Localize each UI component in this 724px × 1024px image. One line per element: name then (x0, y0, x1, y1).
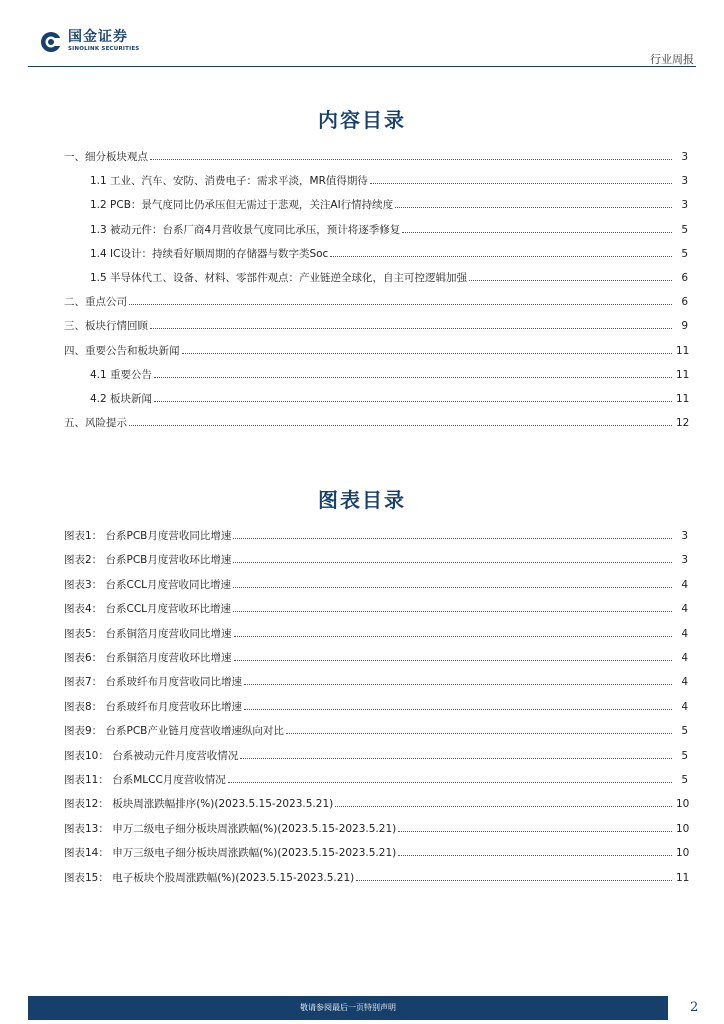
fig-entry-page: 10 (676, 847, 690, 860)
fig-entry-leader (398, 855, 672, 856)
toc-entry[interactable] (64, 415, 688, 431)
toc-entry-title: 一、细分板块观点 (64, 151, 148, 163)
toc-entry-leader (154, 401, 672, 402)
page-header (0, 0, 724, 68)
fig-entry-page: 4 (681, 603, 688, 616)
toc-entry-title: 1.2 PCB：景气度同比仍承压但无需过于悲观，关注AI行情持续度 (90, 199, 394, 212)
toc-entry[interactable] (90, 391, 688, 407)
fig-entry[interactable] (64, 650, 688, 666)
fig-entry-title: 图表14： 申万三级电子细分板块周涨跌幅(%)(2023.5.15-2023.5.21) (64, 847, 397, 860)
toc-entry-leader (402, 232, 672, 233)
logo-chinese-name: 国金证券 (68, 29, 128, 45)
fig-entry[interactable] (64, 577, 688, 593)
toc-entry-leader (370, 183, 672, 184)
toc-entry-page: 5 (681, 223, 688, 236)
toc-entry-page: 3 (681, 151, 688, 163)
toc-entry[interactable] (90, 367, 688, 383)
toc-entry[interactable] (90, 246, 688, 262)
toc-entry-page: 3 (681, 199, 688, 212)
toc-entry-leader (469, 280, 672, 281)
fig-entry-leader (398, 831, 672, 832)
fig-entry-title: 图表3： 台系CCL月度营收同比增速 (64, 578, 232, 591)
fig-entry[interactable] (64, 772, 688, 788)
fig-entry-title: 图表4： 台系CCL月度营收环比增速 (64, 603, 232, 616)
fig-entry-title: 图表13： 申万二级电子细分板块周涨跌幅(%)(2023.5.15-2023.5.21) (64, 822, 397, 835)
fig-entry-page: 11 (676, 871, 690, 884)
toc-entry[interactable] (64, 318, 688, 334)
toc-entry[interactable] (90, 197, 688, 213)
fig-entry-page: 4 (681, 578, 688, 591)
fig-entry-title: 图表10： 台系被动元件月度营收情况 (64, 749, 239, 762)
fig-entry-page: 4 (681, 676, 688, 689)
fig-entry[interactable] (64, 821, 688, 837)
toc-entry-title: 三、板块行情回顾 (64, 320, 148, 333)
toc-entry-page: 11 (676, 368, 690, 381)
toc-entry-title: 1.1 工业、汽车、安防、消费电子：需求平淡，MR值得期待 (90, 175, 368, 188)
fig-entry[interactable] (64, 845, 688, 861)
fig-entry[interactable] (64, 552, 688, 568)
fig-entry-leader (228, 782, 672, 783)
fig-entry-page: 10 (676, 798, 690, 811)
toc-entry-leader (330, 256, 672, 257)
fig-entry-page: 5 (681, 774, 688, 786)
fig-entry-page: 3 (681, 530, 688, 542)
toc-entry-page: 6 (681, 272, 688, 284)
fig-entry-title: 图表11： 台系MLCC月度营收情况 (64, 774, 226, 786)
toc-entry-leader (150, 159, 672, 160)
fig-entry-leader (234, 636, 672, 637)
toc-entry[interactable] (64, 294, 688, 310)
fig-entry-page: 5 (681, 749, 688, 762)
toc-entry-page: 5 (681, 247, 688, 260)
toc-entry-title: 1.4 IC设计：持续看好顺周期的存储器与数字类Soc (90, 247, 329, 260)
fig-entry-title: 图表15： 电子板块个股周涨跌幅(%)(2023.5.15-2023.5.21) (64, 871, 355, 884)
fig-entry-leader (233, 562, 672, 563)
fig-entry[interactable] (64, 723, 688, 739)
fig-entry-title: 图表2： 台系PCB月度营收环比增速 (64, 554, 232, 567)
fig-entry-title: 图表5： 台系铜箔月度营收同比增速 (64, 627, 232, 640)
toc-entry[interactable] (64, 343, 688, 359)
fig-entry[interactable] (64, 626, 688, 642)
fig-entry-leader (233, 611, 672, 612)
toc-title: 内容目录 (318, 108, 406, 132)
fig-entry-leader (233, 587, 672, 588)
report-type-label: 行业周报 (650, 53, 694, 66)
fig-entry-title: 图表1： 台系PCB月度营收同比增速 (64, 530, 232, 542)
fig-entry[interactable] (64, 601, 688, 617)
toc-entry-title: 四、重要公告和板块新闻 (64, 344, 180, 357)
toc-entry-leader (129, 425, 672, 426)
fig-entry-title: 图表8： 台系玻纤布月度营收环比增速 (64, 700, 243, 713)
company-logo (40, 30, 139, 53)
fig-entry-title: 图表9： 台系PCB产业链月度营收增速纵向对比 (64, 725, 284, 738)
fig-entry[interactable] (64, 748, 688, 764)
fig-entry-leader (240, 758, 672, 759)
fig-entry-leader (335, 806, 672, 807)
header-divider (28, 66, 696, 67)
toc-entry[interactable] (90, 222, 688, 238)
toc-entry-leader (154, 377, 672, 378)
page-number: 2 (690, 1000, 699, 1015)
fig-entry-page: 10 (676, 822, 690, 835)
fig-entry-title: 图表12： 板块周涨跌幅排序(%)(2023.5.15-2023.5.21) (64, 798, 334, 811)
footer-disclaimer: 敬请参阅最后一页特别声明 (28, 996, 668, 1020)
toc-entry-leader (182, 353, 673, 354)
fig-entry-leader (286, 733, 672, 734)
toc-entry-page: 9 (681, 320, 688, 333)
toc-entry-title: 4.1 重要公告 (90, 368, 153, 381)
fig-entry-page: 4 (681, 627, 688, 640)
toc-entry-leader (129, 304, 672, 305)
toc-entry-page: 6 (681, 296, 688, 309)
toc-entry-title: 1.5 半导体代工、设备、材料、零部件观点：产业链逆全球化，自主可控逻辑加强 (90, 272, 468, 284)
logo-english-name: SINOLINK SECURITIES (68, 46, 140, 52)
figures-title: 图表目录 (318, 488, 406, 512)
toc-entry-title: 4.2 板块新闻 (90, 393, 153, 405)
fig-entry-page: 5 (681, 725, 688, 738)
toc-entry-page: 3 (681, 175, 688, 188)
toc-entry-title: 二、重点公司 (64, 296, 127, 309)
toc-entry[interactable] (64, 149, 688, 165)
fig-entry-page: 4 (681, 652, 688, 664)
toc-entry-page: 12 (676, 417, 690, 430)
toc-entry-title: 1.3 被动元件：台系厂商4月营收景气度同比承压，预计将逐季修复 (90, 223, 401, 236)
toc-entry[interactable] (90, 270, 688, 286)
toc-entry-page: 11 (676, 393, 690, 405)
fig-entry-leader (356, 880, 672, 881)
toc-entry-page: 11 (676, 344, 690, 357)
fig-entry-leader (233, 538, 672, 539)
page-footer (0, 996, 724, 1024)
fig-entry-leader (244, 709, 672, 710)
fig-entry[interactable] (64, 674, 688, 690)
fig-entry[interactable] (64, 528, 688, 544)
toc-entry-title: 五、风险提示 (64, 417, 127, 430)
toc-entry-leader (395, 207, 672, 208)
fig-entry[interactable] (64, 870, 688, 886)
fig-entry-leader (234, 660, 672, 661)
fig-entry-title: 图表7： 台系玻纤布月度营收同比增速 (64, 676, 243, 689)
fig-entry-page: 3 (681, 554, 688, 567)
logo-mark-icon (40, 31, 62, 53)
fig-entry-leader (244, 684, 672, 685)
fig-entry[interactable] (64, 699, 688, 715)
toc-entry[interactable] (90, 173, 688, 189)
fig-entry-page: 4 (681, 700, 688, 713)
fig-entry-title: 图表6： 台系铜箔月度营收环比增速 (64, 652, 232, 664)
toc-entry-leader (150, 328, 672, 329)
fig-entry[interactable] (64, 796, 688, 812)
